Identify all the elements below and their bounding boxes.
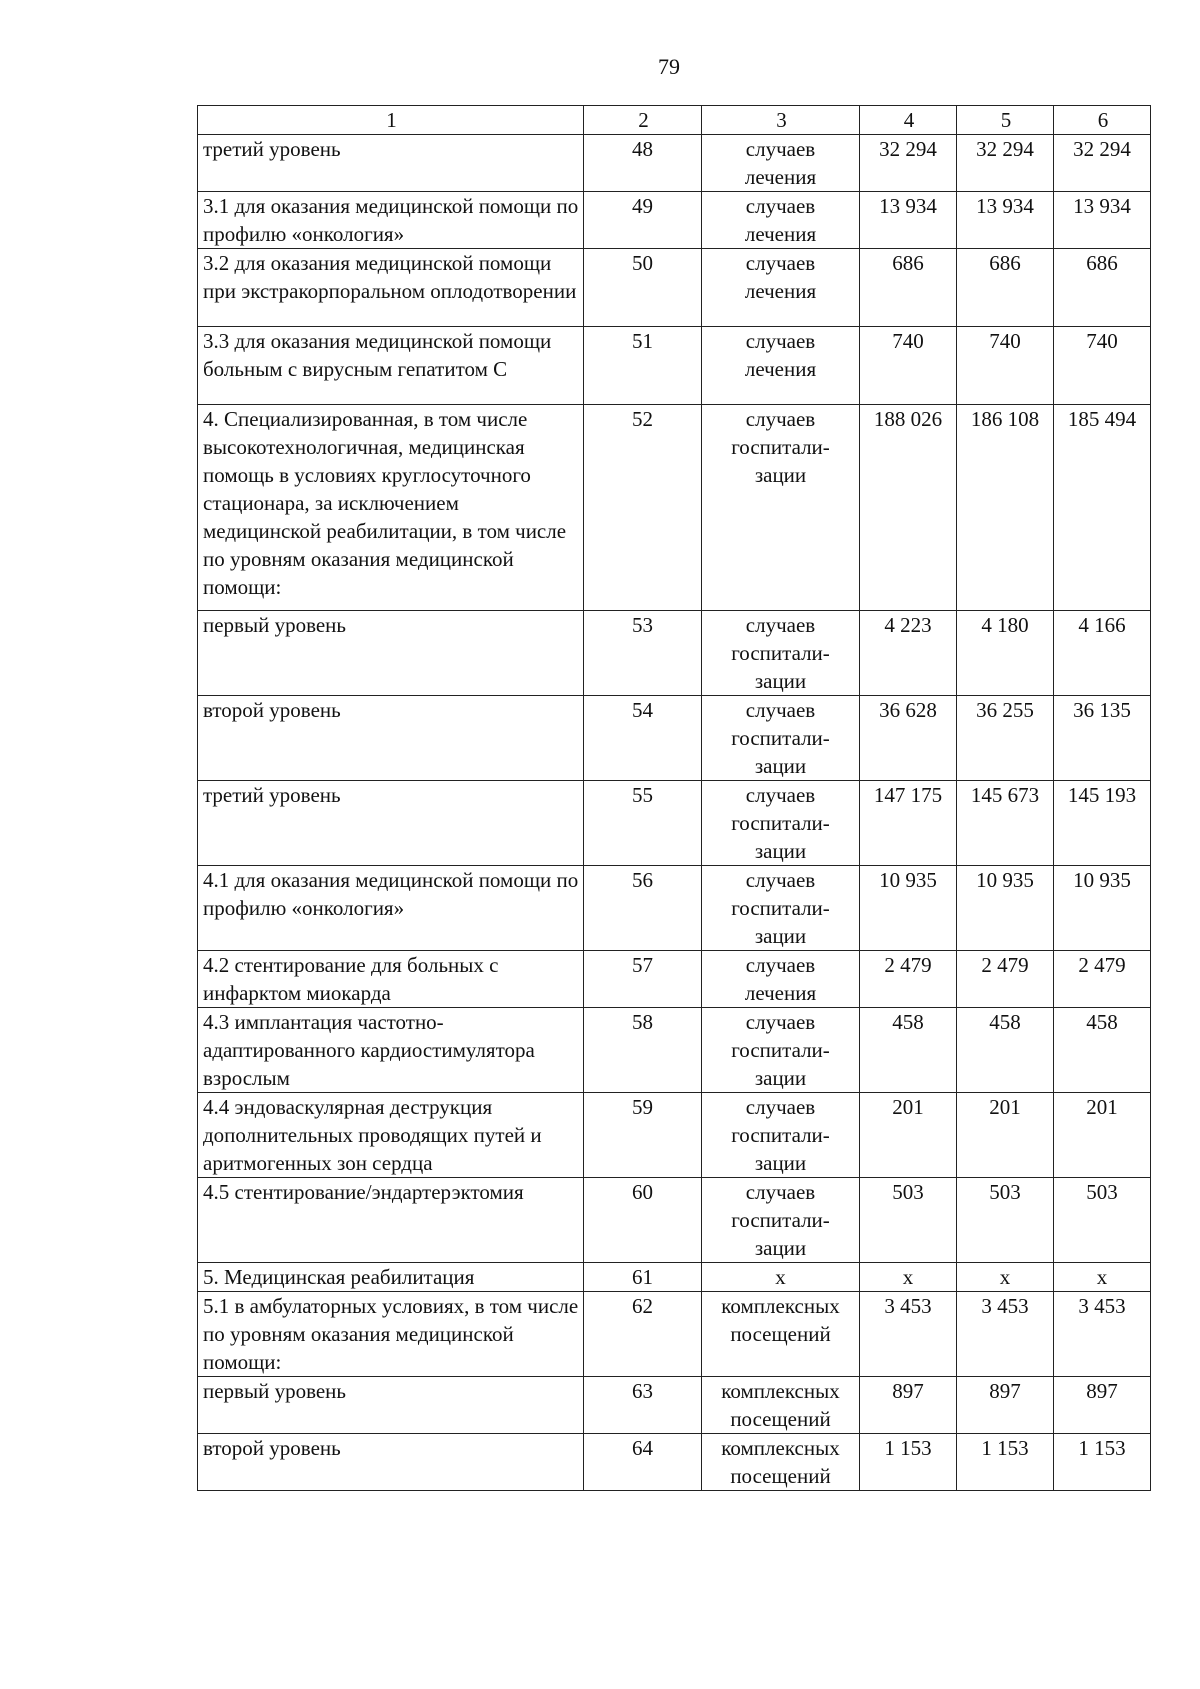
table-row [198, 1093, 1151, 1178]
row-name-cell: 4.3 имплантация частотно-адаптированного кардиостимулятора взрослым [198, 1008, 584, 1093]
unit-cell [702, 1093, 860, 1178]
value-cell-col6: 201 [1054, 1093, 1151, 1178]
unit-line: зации [754, 924, 807, 948]
table-row [198, 192, 1151, 249]
row-number-cell: 58 [584, 1008, 702, 1093]
unit-line: случаев [745, 137, 816, 161]
value-cell-col4: 4 223 [860, 611, 957, 696]
unit-line: зации [754, 463, 807, 487]
unit-line: зации [754, 839, 807, 863]
unit-cell [702, 405, 860, 611]
value-cell-col5: 1 153 [957, 1434, 1054, 1491]
unit-cell [702, 135, 860, 192]
row-number-cell: 63 [584, 1377, 702, 1434]
value-cell-col4: 10 935 [860, 866, 957, 951]
unit-line: посещений [730, 1464, 831, 1488]
table-row [198, 1008, 1151, 1093]
unit-line: госпитали- [731, 1123, 830, 1147]
unit-cell [702, 192, 860, 249]
value-cell-col6: 686 [1054, 249, 1151, 327]
table-row [198, 135, 1151, 192]
header-cell: 3 [702, 106, 860, 135]
unit-line: случаев [745, 783, 816, 807]
unit-cell [702, 1178, 860, 1263]
value-cell-col4: 503 [860, 1178, 957, 1263]
row-number-cell: 53 [584, 611, 702, 696]
row-name-cell: третий уровень [198, 781, 584, 866]
table-row [198, 1263, 1151, 1292]
value-cell-col6: 185 494 [1054, 405, 1151, 611]
value-cell-col6: 503 [1054, 1178, 1151, 1263]
row-number-cell: 60 [584, 1178, 702, 1263]
unit-line: комплексных [721, 1436, 840, 1460]
value-cell-col5: 686 [957, 249, 1054, 327]
row-name-cell: 4. Специализированная, в том числе высокотехнологичная, медицинская помощь в условиях круглосуточного стационара, за исключением медицинской реабилитации, в том числе по уровням оказания медицинской помощи: [198, 405, 584, 611]
row-name-cell: третий уровень [198, 135, 584, 192]
value-cell-col5: х [957, 1263, 1054, 1292]
unit-cell [702, 249, 860, 327]
unit-cell [702, 1292, 860, 1377]
row-number-cell: 51 [584, 327, 702, 405]
value-cell-col6: 3 453 [1054, 1292, 1151, 1377]
value-cell-col4: х [860, 1263, 957, 1292]
value-cell-col4: 147 175 [860, 781, 957, 866]
value-cell-col5: 36 255 [957, 696, 1054, 781]
row-name-cell: первый уровень [198, 611, 584, 696]
unit-line: случаев [745, 194, 816, 218]
unit-line: лечения [744, 357, 817, 381]
unit-line: госпитали- [731, 811, 830, 835]
unit-line: госпитали- [731, 1038, 830, 1062]
value-cell-col4: 897 [860, 1377, 957, 1434]
row-number-cell: 64 [584, 1434, 702, 1491]
value-cell-col5: 32 294 [957, 135, 1054, 192]
table-row [198, 1377, 1151, 1434]
unit-cell [702, 1434, 860, 1491]
value-cell-col4: 458 [860, 1008, 957, 1093]
unit-cell [702, 781, 860, 866]
value-cell-col5: 458 [957, 1008, 1054, 1093]
table-row [198, 1292, 1151, 1377]
row-number-cell: 52 [584, 405, 702, 611]
row-name-cell: 4.4 эндоваскулярная деструкция дополнительных проводящих путей и аритмогенных зон сердца [198, 1093, 584, 1178]
header-cell: 4 [860, 106, 957, 135]
row-number-cell: 55 [584, 781, 702, 866]
table-row [198, 249, 1151, 327]
unit-cell [702, 327, 860, 405]
unit-line: посещений [730, 1322, 831, 1346]
unit-line: госпитали- [731, 726, 830, 750]
value-cell-col4: 1 153 [860, 1434, 957, 1491]
unit-line: госпитали- [731, 896, 830, 920]
value-cell-col4: 686 [860, 249, 957, 327]
row-name-cell: первый уровень [198, 1377, 584, 1434]
unit-cell [702, 866, 860, 951]
value-cell-col5: 4 180 [957, 611, 1054, 696]
value-cell-col6: 740 [1054, 327, 1151, 405]
value-cell-col5: 186 108 [957, 405, 1054, 611]
row-number-cell: 54 [584, 696, 702, 781]
value-cell-col6: 4 166 [1054, 611, 1151, 696]
value-cell-col4: 2 479 [860, 951, 957, 1008]
value-cell-col5: 13 934 [957, 192, 1054, 249]
header-cell: 2 [584, 106, 702, 135]
value-cell-col6: 32 294 [1054, 135, 1151, 192]
unit-line: госпитали- [731, 641, 830, 665]
unit-line: случаев [745, 1095, 816, 1119]
row-name-cell: 5. Медицинская реабилитация [198, 1263, 584, 1292]
unit-line: лечения [744, 279, 817, 303]
unit-line: случаев [745, 251, 816, 275]
value-cell-col5: 201 [957, 1093, 1054, 1178]
unit-line: госпитали- [731, 435, 830, 459]
unit-line: случаев [745, 868, 816, 892]
table-row [198, 696, 1151, 781]
unit-line: зации [754, 754, 807, 778]
row-name-cell: 3.1 для оказания медицинской помощи по профилю «онкология» [198, 192, 584, 249]
unit-cell [702, 696, 860, 781]
unit-line: зации [754, 1066, 807, 1090]
value-cell-col5: 740 [957, 327, 1054, 405]
value-cell-col5: 3 453 [957, 1292, 1054, 1377]
unit-line: случаев [745, 613, 816, 637]
unit-cell [702, 1263, 860, 1292]
unit-cell [702, 1008, 860, 1093]
value-cell-col5: 10 935 [957, 866, 1054, 951]
unit-line: комплексных [721, 1379, 840, 1403]
value-cell-col4: 188 026 [860, 405, 957, 611]
value-cell-col4: 740 [860, 327, 957, 405]
table-row [198, 405, 1151, 611]
unit-line: лечения [744, 981, 817, 1005]
value-cell-col4: 201 [860, 1093, 957, 1178]
row-number-cell: 61 [584, 1263, 702, 1292]
unit-line: случаев [745, 698, 816, 722]
row-number-cell: 57 [584, 951, 702, 1008]
header-cell: 5 [957, 106, 1054, 135]
table-header-row [198, 106, 1151, 135]
unit-line: зации [754, 1236, 807, 1260]
value-cell-col4: 3 453 [860, 1292, 957, 1377]
value-cell-col6: 13 934 [1054, 192, 1151, 249]
unit-line: зации [754, 669, 807, 693]
value-cell-col6: 36 135 [1054, 696, 1151, 781]
unit-line: случаев [745, 1010, 816, 1034]
table-row [198, 611, 1151, 696]
value-cell-col4: 32 294 [860, 135, 957, 192]
row-name-cell: 4.1 для оказания медицинской помощи по профилю «онкология» [198, 866, 584, 951]
table-row [198, 1178, 1151, 1263]
row-number-cell: 50 [584, 249, 702, 327]
row-name-cell: 5.1 в амбулаторных условиях, в том числе по уровням оказания медицинской помощи: [198, 1292, 584, 1377]
unit-line: случаев [745, 329, 816, 353]
unit-line: случаев [745, 407, 816, 431]
value-cell-col6: 1 153 [1054, 1434, 1151, 1491]
row-name-cell: 4.5 стентирование/эндартерэктомия [198, 1178, 584, 1263]
value-cell-col4: 36 628 [860, 696, 957, 781]
value-cell-col6: х [1054, 1263, 1151, 1292]
unit-line: зации [754, 1151, 807, 1175]
row-number-cell: 62 [584, 1292, 702, 1377]
value-cell-col6: 458 [1054, 1008, 1151, 1093]
value-cell-col5: 897 [957, 1377, 1054, 1434]
row-name-cell: 3.2 для оказания медицинской помощи при экстракорпоральном оплодотворении [198, 249, 584, 327]
row-number-cell: 48 [584, 135, 702, 192]
value-cell-col5: 2 479 [957, 951, 1054, 1008]
unit-cell [702, 611, 860, 696]
table-row [198, 866, 1151, 951]
value-cell-col5: 503 [957, 1178, 1054, 1263]
table-row [198, 327, 1151, 405]
row-name-cell: 3.3 для оказания медицинской помощи больным с вирусным гепатитом С [198, 327, 584, 405]
row-number-cell: 59 [584, 1093, 702, 1178]
table-row [198, 951, 1151, 1008]
unit-cell [702, 951, 860, 1008]
row-number-cell: 56 [584, 866, 702, 951]
value-cell-col6: 2 479 [1054, 951, 1151, 1008]
unit-line: лечения [744, 165, 817, 189]
value-cell-col6: 145 193 [1054, 781, 1151, 866]
value-cell-col4: 13 934 [860, 192, 957, 249]
header-cell: 1 [198, 106, 584, 135]
unit-line: госпитали- [731, 1208, 830, 1232]
unit-line: лечения [744, 222, 817, 246]
table-row [198, 1434, 1151, 1491]
unit-line: случаев [745, 953, 816, 977]
row-name-cell: 4.2 стентирование для больных с инфарктом миокарда [198, 951, 584, 1008]
value-cell-col5: 145 673 [957, 781, 1054, 866]
unit-line: комплексных [721, 1294, 840, 1318]
unit-line: х [775, 1265, 786, 1289]
row-name-cell: второй уровень [198, 1434, 584, 1491]
page-number: 79 [658, 54, 680, 79]
data-table [197, 105, 1151, 1491]
unit-cell [702, 1377, 860, 1434]
unit-line: случаев [745, 1180, 816, 1204]
table-row [198, 781, 1151, 866]
unit-line: посещений [730, 1407, 831, 1431]
value-cell-col6: 897 [1054, 1377, 1151, 1434]
value-cell-col6: 10 935 [1054, 866, 1151, 951]
header-cell: 6 [1054, 106, 1151, 135]
row-number-cell: 49 [584, 192, 702, 249]
row-name-cell: второй уровень [198, 696, 584, 781]
